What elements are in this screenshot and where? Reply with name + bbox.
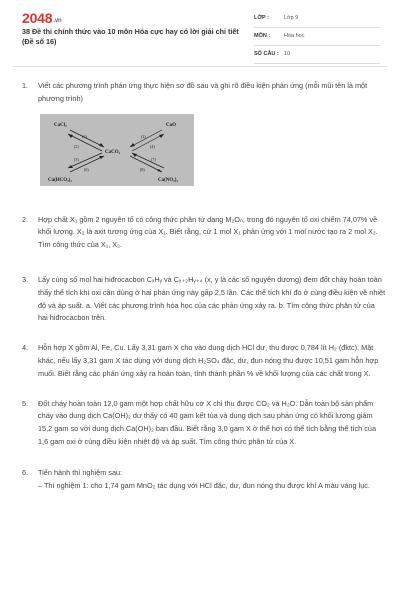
question-text: Hợp chất X₁ gồm 2 nguyên tố có công thức phân tử dạng M₂Oₙ, trong đó nguyên tố oxi chiếm 74,07% về khối lượng. X₂ là axit tương ứng của X₁. Biết rằng, cứ 1 mol X₁ phản ứng với 1 mol nước tạo ra 2 mol X₂. Tìm công thức của X₁, X₂. <box>38 214 378 250</box>
header-divider <box>12 66 388 67</box>
grade-value: Lớp 9 <box>284 15 299 21</box>
question-4 <box>0 342 400 380</box>
step-label-1: (1) <box>82 133 87 139</box>
question-6 <box>0 467 400 493</box>
question-text: Hỗn hợp X gồm Al, Fe, Cu. Lấy 3,31 gam X cho vào dung dịch HCl dư, thu được 0,784 lít H₂ (đktc). Mặt khác, nếu lấy 3,31 gam X tác dụng với dung dịch H₂SO₄ đặc, dư, đun nóng thu được 10,51 gam hỗn hợp muối. Biết rằng các phản ứng xảy ra hoàn toàn, tính thành phần % về khối lượng của các chất trong X. <box>38 343 379 378</box>
meta-row-grade <box>254 12 380 28</box>
arrow-3 <box>130 130 162 147</box>
question-subitem: – Thí nghiệm 1: cho 1,74 gam MnO₂ tác dụng với HCl đặc, dư, đun nóng thu được khí A màu vàng lục. <box>38 480 370 490</box>
step-label-4: (4) <box>150 143 155 149</box>
question-text: Tiến hành thí nghiệm sau: <box>38 467 123 477</box>
diagram-bottom-right: Ca(NO₃)₂ <box>158 177 178 183</box>
step-label-6: (6) <box>84 166 89 172</box>
question-text: Viết các phương trình phản ứng thực hiện sơ đồ sau và ghi rõ điều kiện phản ứng (mỗi mũi tên là một phương trình) <box>38 81 368 103</box>
arrow-7 <box>130 156 162 172</box>
question-count-label: SỐ CÂU : <box>254 51 279 57</box>
question-3 <box>0 274 400 325</box>
question-number: 3. <box>22 274 29 284</box>
grade-label: LỚP : <box>254 15 269 21</box>
diagram-center: CaCO₃ <box>105 149 121 155</box>
arrow-4 <box>132 134 164 151</box>
step-label-8: (8) <box>140 166 145 172</box>
question-list <box>0 80 400 498</box>
logo-main: 2048 <box>22 10 53 26</box>
question-number: 5. <box>22 398 29 408</box>
question-5 <box>0 398 400 449</box>
subject-value: Hóa học <box>284 33 305 39</box>
question-count-value: 10 <box>284 51 291 57</box>
question-text: Đốt cháy hoàn toàn 12,0 gam một hợp chất hữu cơ X chỉ thu được CO₂ và H₂O. Dẫn toàn bộ sản phẩm cháy vào dung dịch Ca(OH)₂ dư thấy có 40 gam kết tủa và dung dịch sau phản ứng có khối lượng giảm 15,2 gam so với dung dịch Ca(OH)₂ ban đầu. Biết rằng 3,0 gam X ở thể hơi có thể tích bằng thể tích của 1,6 gam oxi ở cùng điều kiện nhiệt độ và áp suất. Tìm công thức phân tử của X. <box>38 398 377 446</box>
reaction-diagram <box>40 114 194 186</box>
subject-label: MÔN : <box>254 33 271 39</box>
question-2 <box>0 214 400 252</box>
step-label-7: (7) <box>151 156 156 162</box>
meta-row-question-count <box>254 48 380 64</box>
question-number: 2. <box>22 214 29 224</box>
step-label-5: (5) <box>74 156 79 162</box>
step-label-3: (3) <box>141 133 146 139</box>
document-title: 38 Đề thi chính thức vào 10 môn Hóa cực hay có lời giải chi tiết (Đề số 16) <box>22 27 239 46</box>
site-logo[interactable] <box>22 10 61 26</box>
question-number: 6. <box>22 467 29 477</box>
arrow-8 <box>132 153 164 168</box>
diagram-top-right: CaO <box>166 122 176 128</box>
document-header <box>0 0 400 62</box>
question-number: 4. <box>22 343 29 353</box>
question-text: Lấy cùng số mol hai hiđrocacbon CₓHᵧ và Cₓ₊₂Hᵧ₊₄ (x, y là các số nguyên dương) đem đốt cháy hoàn toàn thấy thể tích khí oxi cần dùng ở hai phản ứng này gấp 2,5 lần. Các thể tích khí đo ở cùng điều kiện về nhiệt độ và áp suất. a. Viết các phương trình hóa học của các phản ứng xảy ra. b. Tìm công thức phân tử của hai hiđrocacbon trên. <box>38 274 386 323</box>
question-number: 1. <box>22 81 29 90</box>
question-1 <box>0 80 400 186</box>
document-meta <box>254 12 380 66</box>
logo-suffix: .vn <box>53 18 62 24</box>
meta-row-subject <box>254 30 380 46</box>
diagram-top-left: CaCl₂ <box>54 122 67 128</box>
diagram-bottom-left: Ca(HCO₃)₂ <box>48 177 72 183</box>
step-label-2: (2) <box>74 143 79 149</box>
